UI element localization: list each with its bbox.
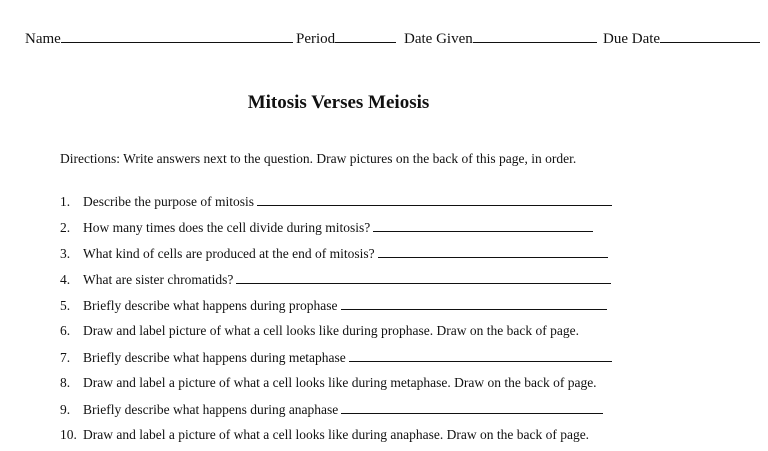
directions-text: Directions: Write answers next to the question. Draw pictures on the back of this page, in order. [60, 151, 577, 166]
answer-blank-2[interactable] [373, 219, 593, 232]
period-label: Period [296, 31, 336, 47]
due-date-field [603, 27, 760, 48]
due-date-blank[interactable] [660, 27, 760, 43]
due-date-label: Due Date [603, 31, 661, 47]
answer-blank-3[interactable] [378, 245, 608, 258]
answer-blank-5[interactable] [341, 297, 607, 310]
question-number: 8. [60, 375, 71, 390]
question-4 [60, 271, 611, 289]
date-given-label: Date Given [404, 31, 473, 47]
name-field [25, 27, 293, 48]
period-field [296, 27, 396, 48]
question-text: Draw and label picture of what a cell looks like during prophase. Draw on the back of page. [83, 323, 579, 338]
question-7 [60, 349, 612, 367]
question-number: 5. [60, 298, 71, 313]
question-8 [60, 375, 597, 393]
question-number: 9. [60, 402, 71, 417]
question-text: What kind of cells are produced at the end of mitosis? [83, 246, 375, 261]
question-number: 10. [60, 427, 77, 442]
question-number: 7. [60, 350, 71, 365]
question-text: How many times does the cell divide during mitosis? [83, 220, 371, 235]
page-title: Mitosis Verses Meiosis [247, 92, 430, 113]
question-text: What are sister chromatids? [83, 272, 234, 287]
question-number: 3. [60, 246, 71, 261]
answer-blank-9[interactable] [341, 401, 603, 414]
name-label: Name [25, 31, 61, 47]
question-2 [60, 219, 593, 237]
answer-blank-1[interactable] [257, 193, 612, 206]
question-text: Briefly describe what happens during prophase [83, 298, 338, 313]
question-number: 1. [60, 194, 71, 209]
question-text: Briefly describe what happens during metaphase [83, 350, 346, 365]
question-text: Draw and label a picture of what a cell looks like during metaphase. Draw on the back of page. [83, 375, 597, 390]
question-number: 6. [60, 323, 71, 338]
question-text: Briefly describe what happens during anaphase [83, 402, 339, 417]
period-blank[interactable] [335, 27, 396, 43]
question-text: Draw and label a picture of what a cell looks like during anaphase. Draw on the back of page. [83, 427, 590, 442]
question-number: 2. [60, 220, 71, 235]
answer-blank-7[interactable] [349, 349, 612, 362]
question-6 [60, 323, 579, 341]
date-given-field [404, 27, 597, 48]
question-number: 4. [60, 272, 71, 287]
question-3 [60, 245, 608, 263]
question-text: Describe the purpose of mitosis [83, 194, 254, 209]
answer-blank-4[interactable] [236, 271, 611, 284]
date-given-blank[interactable] [473, 27, 597, 43]
name-blank[interactable] [61, 27, 293, 43]
question-10 [60, 427, 589, 445]
question-9 [60, 401, 603, 419]
question-5 [60, 297, 607, 315]
question-1 [60, 193, 612, 211]
